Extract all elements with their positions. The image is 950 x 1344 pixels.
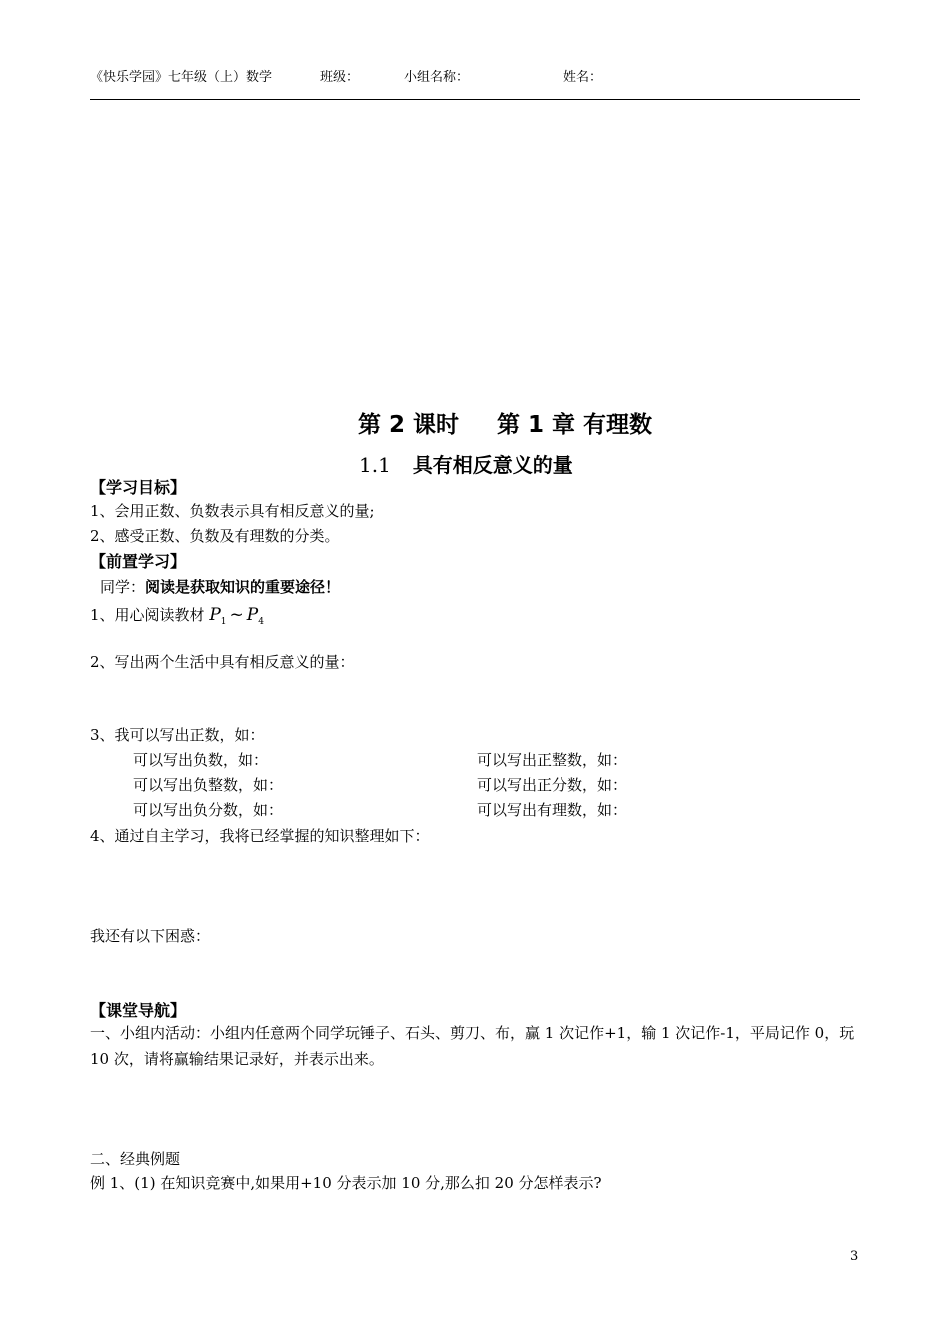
chapter-label: 第 1 章 有理数 [497,412,653,438]
preview-item-1-text: 1、用心阅读教材 [90,606,205,624]
header-book-title: 《快乐学园》七年级（上）数学 [90,70,273,85]
confusion-label: 我还有以下困惑： [90,927,211,945]
goal-item-2: 2、感受正数、负数及有理数的分类。 [90,527,340,545]
page-range-formula: $P_1$ ~ $P_4$ [209,605,264,627]
preview-intro-prefix: 同学： [100,578,146,596]
preview-intro [100,576,340,597]
fill-rational-number: 可以写出有理数，如： [477,801,628,819]
fill-negative-fraction: 可以写出负分数，如： [133,801,284,819]
group-activity: 一、小组内活动：小组内任意两个同学玩锤子、石头、剪刀、布，赢 1 次记作+1，输 1 次记作-1，平局记作 0，玩 10 次，请将赢输结果记录好，并表示出来。 [90,1024,855,1068]
preview-item-3: 3、我可以写出正数，如： [90,726,265,744]
preview-item-1 [90,604,264,627]
goal-item-1: 1、会用正数、负数表示具有相反意义的量; [90,502,375,520]
fill-negative-integer: 可以写出负整数，如： [133,776,284,794]
lesson-label: 第 2 课时 [358,412,460,438]
example-1: 例 1、(1) 在知识竞赛中,如果用+10 分表示加 10 分,那么扣 20 分怎样表示? [90,1174,602,1192]
classroom-heading: 【课堂导航】 [90,1001,187,1020]
examples-heading: 二、经典例题 [90,1150,181,1168]
section-title-text: 具有相反意义的量 [412,453,573,477]
goals-heading: 【学习目标】 [90,478,187,497]
fill-negative-number: 可以写出负数，如： [133,751,269,769]
page-number: 3 [850,1249,859,1264]
section-title [359,449,573,478]
preview-item-2: 2、写出两个生活中具有相反意义的量： [90,653,355,671]
fill-positive-fraction: 可以写出正分数，如： [477,776,628,794]
header-name-label: 姓名： [563,70,603,85]
preview-intro-bold: 阅读是获取知识的重要途径！ [145,578,341,596]
section-number: 1.1 [359,453,391,477]
header-group-label: 小组名称： [404,70,470,85]
header-rule [90,99,860,100]
preview-item-4: 4、通过自主学习，我将已经掌握的知识整理如下： [90,827,430,845]
header-class-label: 班级： [320,70,360,85]
fill-positive-integer: 可以写出正整数，如： [477,751,628,769]
page-title [358,406,652,439]
preview-heading: 【前置学习】 [90,552,187,571]
